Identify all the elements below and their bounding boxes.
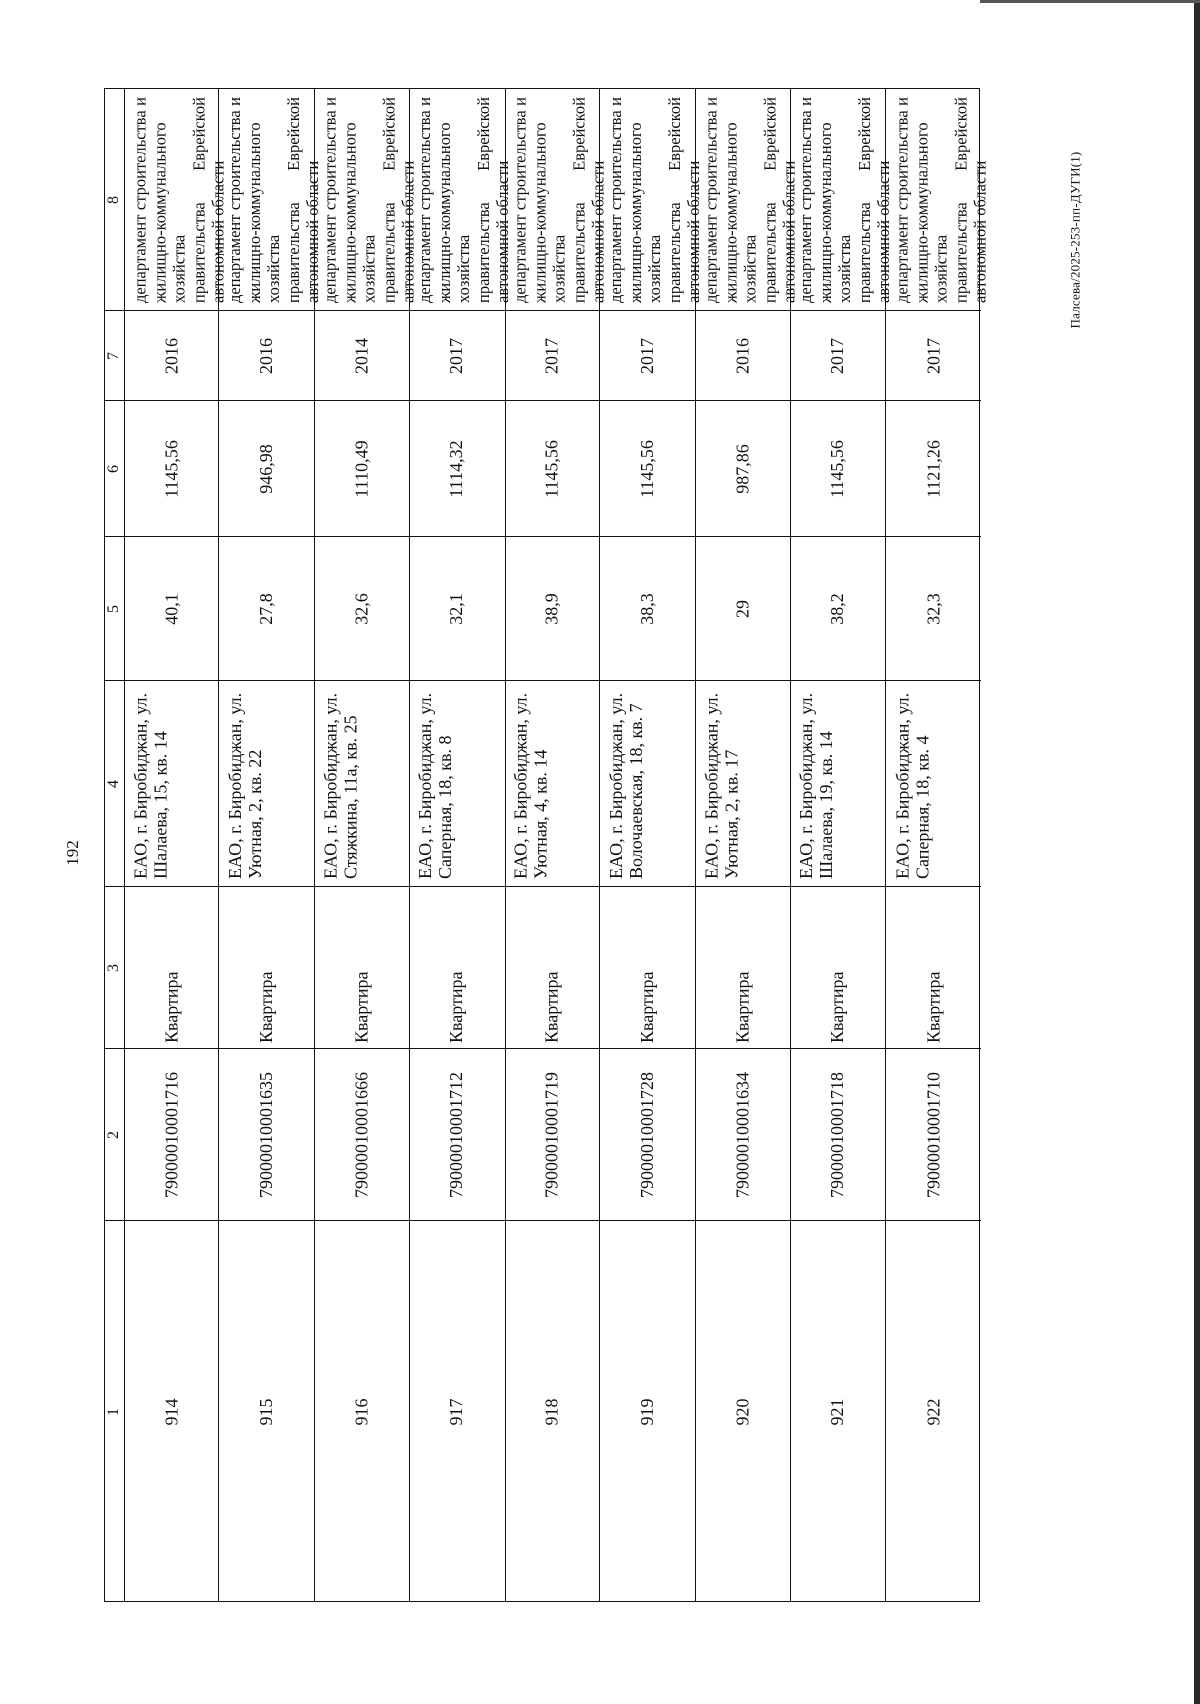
cell-type xyxy=(600,887,695,1049)
cell-cadastral xyxy=(219,1049,314,1221)
address-line-1: ЕАО, г. Биробиджан, ул. xyxy=(892,692,913,879)
value-year: 2017 xyxy=(923,337,944,374)
cell-num xyxy=(886,1221,981,1603)
table-row xyxy=(600,89,703,1601)
address-line-1: ЕАО, г. Биробиджан, ул. xyxy=(320,692,341,879)
value-type: Квартира xyxy=(161,970,182,1043)
page-number: 192 xyxy=(63,840,82,866)
department-word: строительства xyxy=(224,109,244,210)
cell-num xyxy=(315,1221,409,1603)
department-word: строительства xyxy=(892,109,912,210)
address-line-2: Шалаева, 15, кв. 14 xyxy=(150,730,171,879)
cell-type xyxy=(791,887,886,1049)
value-area: 32,1 xyxy=(446,592,467,625)
department-word: жилищно-коммунального хозяйства xyxy=(340,121,379,303)
address-line-1: ЕАО, г. Биробиджан, ул. xyxy=(511,692,532,879)
value-value: 1110,49 xyxy=(351,439,372,498)
department-word: автономной области xyxy=(589,160,609,303)
cell-value xyxy=(696,401,790,537)
cell-dept xyxy=(410,89,513,311)
cell-area xyxy=(125,537,219,681)
cell-num xyxy=(506,1221,600,1603)
value-num: 915 xyxy=(256,1398,277,1426)
value-cadastral: 79000010001719 xyxy=(541,1071,562,1198)
cell-type xyxy=(886,887,981,1049)
value-type: Квартира xyxy=(923,970,944,1043)
table-row xyxy=(791,89,894,1601)
department-word: автономной области xyxy=(302,160,322,303)
cell-cadastral xyxy=(506,1049,600,1221)
cell-dept xyxy=(696,89,799,311)
cell-year xyxy=(125,311,219,401)
value-cadastral: 79000010001712 xyxy=(446,1071,467,1198)
header-label: 7 xyxy=(105,351,123,360)
value-year: 2016 xyxy=(161,337,182,374)
cell-area xyxy=(600,537,695,681)
department-word: департамент xyxy=(892,214,912,303)
header-cell-6 xyxy=(105,401,124,537)
department-word: департамент xyxy=(796,214,816,303)
address-line-2: Саперная, 18, кв. 8 xyxy=(435,734,456,879)
cell-cadastral xyxy=(886,1049,981,1221)
department-word: правительства xyxy=(379,201,399,303)
cell-addr xyxy=(886,681,981,887)
header-cell-5 xyxy=(105,537,124,681)
value-area: 32,6 xyxy=(351,592,372,625)
value-area: 38,9 xyxy=(541,592,562,625)
department-word: автономной области xyxy=(874,160,894,303)
cell-type xyxy=(125,887,219,1049)
value-num: 919 xyxy=(637,1398,658,1426)
address-line-2: Саперная, 18, кв. 4 xyxy=(912,734,933,879)
address-line-1: ЕАО, г. Биробиджан, ул. xyxy=(605,692,626,879)
department-word: департамент xyxy=(701,214,721,303)
department-word: правительства xyxy=(950,201,970,303)
department-word: и xyxy=(130,96,150,106)
address-line-1: ЕАО, г. Биробиджан, ул. xyxy=(701,692,722,879)
department-word: строительства xyxy=(796,109,816,210)
cell-cadastral xyxy=(315,1049,409,1221)
department-word: Еврейской xyxy=(473,96,493,171)
cell-dept xyxy=(600,89,703,311)
cell-num xyxy=(600,1221,695,1603)
department-word: строительства xyxy=(511,109,531,210)
cell-dept xyxy=(506,89,609,311)
cell-dept xyxy=(791,89,894,311)
department-word: строительства xyxy=(415,109,435,210)
department-word: жилищно-коммунального хозяйства xyxy=(720,121,760,303)
cell-num xyxy=(791,1221,886,1603)
department-word: жилищно-коммунального хозяйства xyxy=(815,121,855,303)
value-cadastral: 79000010001718 xyxy=(827,1071,848,1198)
department-word: автономной области xyxy=(208,160,228,303)
value-area: 29 xyxy=(732,599,753,618)
registry-table xyxy=(104,88,990,1602)
cell-value xyxy=(886,401,981,537)
header-label: 8 xyxy=(105,195,123,204)
department-word: департамент xyxy=(320,214,340,303)
value-num: 921 xyxy=(827,1398,848,1426)
department-word: Еврейской xyxy=(283,96,303,171)
value-year: 2014 xyxy=(351,337,372,374)
cell-type xyxy=(696,887,790,1049)
cell-value xyxy=(506,401,600,537)
department-word: правительства xyxy=(283,201,303,303)
table-row xyxy=(410,89,513,1601)
table-row xyxy=(125,89,228,1601)
address-line-1: ЕАО, г. Биробиджан, ул. xyxy=(130,692,151,879)
cell-dept xyxy=(219,89,322,311)
department-word: автономной области xyxy=(398,160,418,303)
address-line-2: Шалаева, 19, кв. 14 xyxy=(816,730,837,879)
cell-year xyxy=(886,311,981,401)
cell-year xyxy=(506,311,600,401)
cell-value xyxy=(125,401,219,537)
value-value: 1145,56 xyxy=(637,439,658,498)
department-word: автономной области xyxy=(493,160,513,303)
department-word: жилищно-коммунального хозяйства xyxy=(149,121,189,303)
department-word: правительства xyxy=(569,201,589,303)
department-word: строительства xyxy=(320,109,340,210)
department-word: правительства xyxy=(759,201,779,303)
cell-addr xyxy=(791,681,886,887)
cell-cadastral xyxy=(600,1049,695,1221)
department-word: департамент xyxy=(224,214,244,303)
department-word: и xyxy=(892,96,912,106)
value-cadastral: 79000010001634 xyxy=(732,1071,753,1198)
value-num: 917 xyxy=(446,1398,467,1426)
department-word: и xyxy=(511,96,531,106)
value-value: 1145,56 xyxy=(827,439,848,498)
value-cadastral: 79000010001710 xyxy=(923,1071,944,1198)
department-word: жилищно-коммунального хозяйства xyxy=(911,121,951,303)
cell-addr xyxy=(506,681,600,887)
value-area: 38,2 xyxy=(827,592,848,625)
department-word: департамент xyxy=(415,214,435,303)
department-word: автономной области xyxy=(970,160,990,303)
cell-type xyxy=(410,887,505,1049)
cell-area xyxy=(506,537,600,681)
cell-cadastral xyxy=(791,1049,886,1221)
value-area: 40,1 xyxy=(161,592,182,625)
header-cell-3 xyxy=(105,887,124,1049)
department-word: и xyxy=(320,96,340,106)
header-label: 1 xyxy=(105,1408,123,1416)
department-word: автономной области xyxy=(779,160,799,303)
department-word: и xyxy=(224,96,244,106)
table-header-row xyxy=(105,89,125,1601)
cell-num xyxy=(125,1221,219,1603)
cell-value xyxy=(315,401,409,537)
value-type: Квартира xyxy=(637,970,658,1043)
cell-addr xyxy=(600,681,695,887)
department-word: и xyxy=(415,96,435,106)
department-word: правительства xyxy=(664,201,684,303)
cell-area xyxy=(696,537,790,681)
header-label: 3 xyxy=(105,963,123,972)
table-row xyxy=(315,89,418,1601)
department-word: департамент xyxy=(511,214,531,303)
cell-dept xyxy=(886,89,990,311)
department-word: строительства xyxy=(605,109,625,210)
value-num: 920 xyxy=(732,1398,753,1426)
value-value: 987,86 xyxy=(732,443,753,494)
value-year: 2017 xyxy=(637,337,658,374)
department-word: Еврейской xyxy=(854,96,874,171)
department-word: строительства xyxy=(701,109,721,210)
value-area: 38,3 xyxy=(637,592,658,625)
header-cell-1 xyxy=(105,1221,124,1603)
value-year: 2017 xyxy=(827,337,848,374)
value-type: Квартира xyxy=(541,970,562,1043)
department-word: Еврейской xyxy=(950,96,970,171)
cell-cadastral xyxy=(125,1049,219,1221)
cell-value xyxy=(219,401,314,537)
cell-type xyxy=(219,887,314,1049)
department-word: департамент xyxy=(605,214,625,303)
header-label: 6 xyxy=(105,464,123,473)
department-word: Еврейской xyxy=(188,96,208,171)
department-word: строительства xyxy=(130,109,150,210)
table-row xyxy=(219,89,322,1601)
department-word: правительства xyxy=(188,201,208,303)
department-word: жилищно-коммунального хозяйства xyxy=(625,121,664,303)
department-word: и xyxy=(605,96,625,106)
header-cell-4 xyxy=(105,681,124,887)
footer-reference-text: Палсева/2025-253-пп-ДУГИ(1) xyxy=(1067,151,1082,329)
value-num: 914 xyxy=(161,1398,182,1426)
scan-edge xyxy=(1194,0,1200,1704)
address-line-2: Уютная, 4, кв. 14 xyxy=(531,749,552,879)
value-cadastral: 79000010001728 xyxy=(637,1071,658,1198)
department-word: правительства xyxy=(473,201,493,303)
cell-year xyxy=(219,311,314,401)
value-type: Квартира xyxy=(732,970,753,1043)
cell-value xyxy=(791,401,886,537)
header-label: 5 xyxy=(105,604,123,613)
cell-area xyxy=(315,537,409,681)
department-word: жилищно-коммунального хозяйства xyxy=(244,121,283,303)
cell-value xyxy=(410,401,505,537)
department-word: и xyxy=(701,96,721,106)
cell-value xyxy=(600,401,695,537)
value-num: 916 xyxy=(351,1398,372,1426)
value-num: 922 xyxy=(923,1398,944,1426)
cell-area xyxy=(886,537,981,681)
department-word: правительства xyxy=(854,201,874,303)
cell-cadastral xyxy=(696,1049,790,1221)
table-row xyxy=(696,89,799,1601)
cell-year xyxy=(410,311,505,401)
value-value: 1145,56 xyxy=(541,439,562,498)
cell-dept xyxy=(315,89,418,311)
department-word: департамент xyxy=(130,214,150,303)
value-cadastral: 79000010001716 xyxy=(161,1071,182,1198)
table-row xyxy=(506,89,609,1601)
value-value: 1145,56 xyxy=(161,439,182,498)
address-line-2: Волочаевская, 18, кв. 7 xyxy=(625,702,646,879)
value-year: 2016 xyxy=(732,337,753,374)
department-word: Еврейской xyxy=(569,96,589,171)
value-type: Квартира xyxy=(351,970,372,1043)
address-line-2: Стяжкина, 11а, кв. 25 xyxy=(340,714,361,879)
header-label: 2 xyxy=(105,1130,123,1139)
value-type: Квартира xyxy=(446,970,467,1043)
value-num: 918 xyxy=(541,1398,562,1426)
department-word: автономной области xyxy=(683,160,703,303)
cell-year xyxy=(315,311,409,401)
address-line-1: ЕАО, г. Биробиджан, ул. xyxy=(415,692,436,879)
header-cell-8 xyxy=(105,89,124,311)
value-year: 2017 xyxy=(446,337,467,374)
value-cadastral: 79000010001666 xyxy=(351,1071,372,1198)
department-word: жилищно-коммунального хозяйства xyxy=(434,121,474,303)
address-line-1: ЕАО, г. Биробиджан, ул. xyxy=(224,692,245,879)
department-word: Еврейской xyxy=(759,96,779,171)
address-line-2: Уютная, 2, кв. 22 xyxy=(244,749,265,879)
value-area: 32,3 xyxy=(923,592,944,625)
cell-addr xyxy=(125,681,219,887)
value-value: 1121,26 xyxy=(923,439,944,498)
footer-reference xyxy=(1060,140,1090,340)
cell-area xyxy=(791,537,886,681)
department-word: и xyxy=(796,96,816,106)
cell-area xyxy=(219,537,314,681)
department-word: Еврейской xyxy=(379,96,399,171)
address-line-2: Уютная, 2, кв. 17 xyxy=(721,749,742,879)
value-year: 2017 xyxy=(541,337,562,374)
value-cadastral: 79000010001635 xyxy=(256,1071,277,1198)
value-value: 946,98 xyxy=(256,443,277,494)
cell-dept xyxy=(125,89,228,311)
cell-num xyxy=(410,1221,505,1603)
value-year: 2016 xyxy=(256,337,277,374)
department-word: жилищно-коммунального хозяйства xyxy=(530,121,570,303)
value-value: 1114,32 xyxy=(446,439,467,498)
cell-num xyxy=(219,1221,314,1603)
cell-addr xyxy=(410,681,505,887)
cell-year xyxy=(791,311,886,401)
header-label: 4 xyxy=(105,779,123,788)
cell-num xyxy=(696,1221,790,1603)
header-cell-7 xyxy=(105,311,124,401)
cell-addr xyxy=(315,681,409,887)
address-line-1: ЕАО, г. Биробиджан, ул. xyxy=(796,692,817,879)
cell-cadastral xyxy=(410,1049,505,1221)
value-type: Квартира xyxy=(827,970,848,1043)
cell-addr xyxy=(219,681,314,887)
table-row xyxy=(886,89,990,1601)
cell-year xyxy=(600,311,695,401)
header-cell-2 xyxy=(105,1049,124,1221)
value-area: 27,8 xyxy=(256,592,277,625)
cell-type xyxy=(506,887,600,1049)
cell-year xyxy=(696,311,790,401)
department-word: Еврейской xyxy=(664,96,684,171)
value-type: Квартира xyxy=(256,970,277,1043)
cell-type xyxy=(315,887,409,1049)
scan-edge-top xyxy=(980,0,1200,3)
cell-area xyxy=(410,537,505,681)
cell-addr xyxy=(696,681,790,887)
